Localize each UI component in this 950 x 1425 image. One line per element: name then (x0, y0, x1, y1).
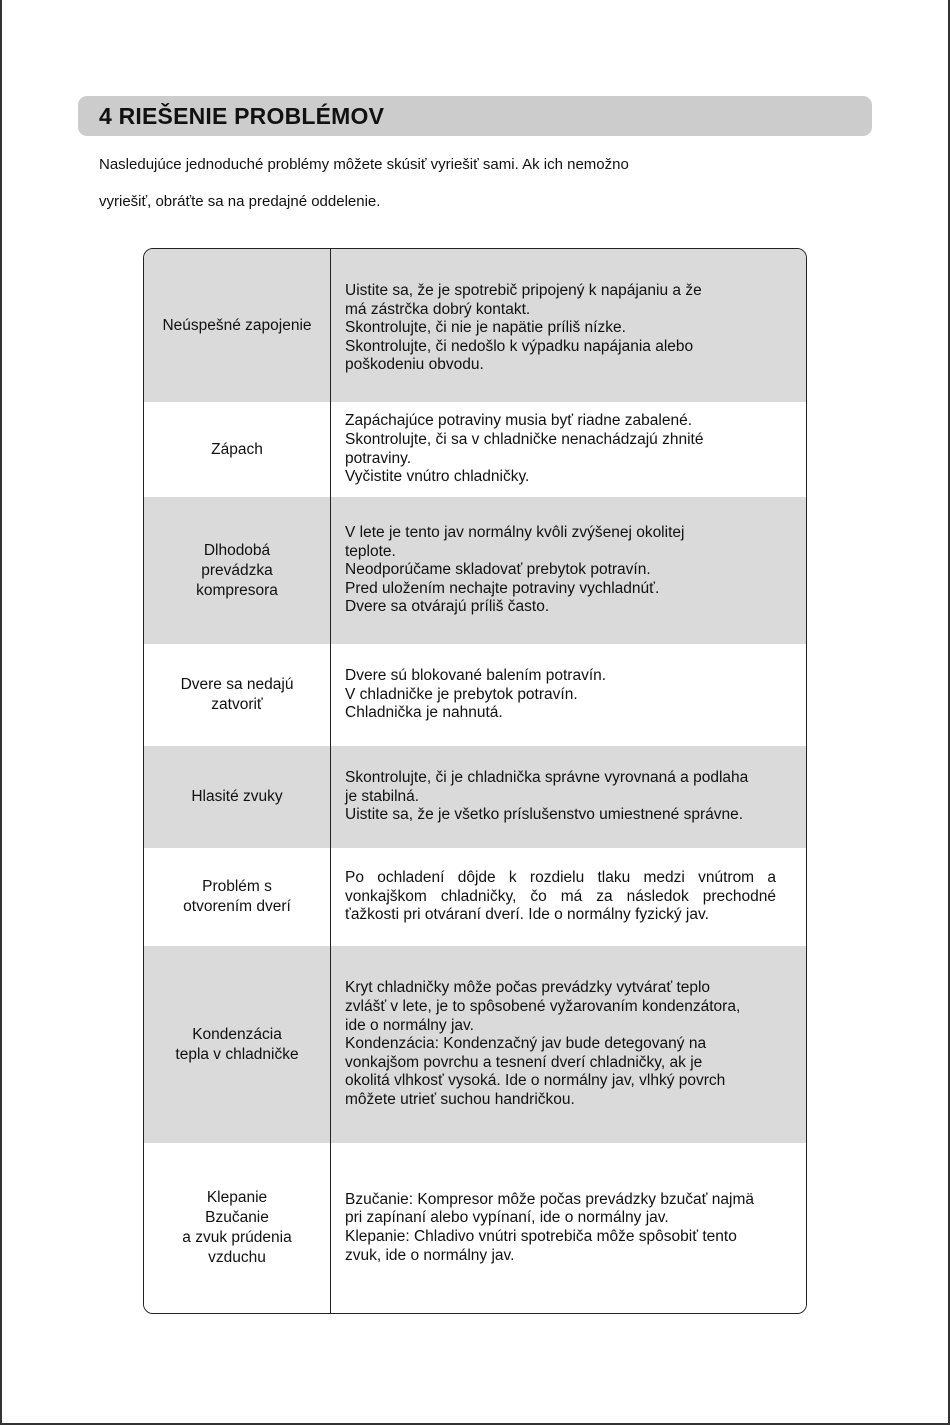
solution-cell (331, 946, 806, 1143)
solution-cell (331, 1143, 806, 1313)
table-row-condensation (144, 946, 806, 1143)
solution-text: Kryt chladničky môže počas prevádzky vytvárať teplo zvlášť v lete, je to spôsobené vyžarovaním kondenzátora, ide o normálny jav. Kondenzácia: Kondenzačný jav bude detegovaný na vonkajšom povrchu a tesnení dverí chladničky, ak je okolitá vlhkosť vysoká. Ide o normálny jav, vlhký povrch môžete utrieť suchou handričkou. (345, 979, 741, 1108)
problem-cell (144, 644, 331, 746)
solution-cell (331, 402, 806, 497)
solution-text: Dvere sú blokované balením potravín. V chladničke je prebytok potravín. Chladnička je nahnutá. (345, 667, 607, 722)
section-heading: 4 RIEŠENIE PROBLÉMOV (99, 102, 385, 129)
solution-text: Uistite sa, že je spotrebič pripojený k napájaniu a že má zástrčka dobrý kontakt. Skontrolujte, či nie je napätie príliš nízke. Skontrolujte, či nedošlo k výpadku napájania alebo poškodeniu obvodu. (345, 282, 702, 374)
table-row-odor (144, 402, 806, 497)
problem-label: Problém s otvorením dverí (183, 878, 291, 915)
intro-line-2: vyriešiť, obráťte sa na predajné oddelenie. (99, 193, 381, 210)
solution-cell (331, 746, 806, 848)
problem-label: Kondenzácia tepla v chladničke (175, 1025, 299, 1063)
intro-line-1: Nasledujúce jednoduché problémy môžete skúsiť vyriešiť sami. Ak ich nemožno (99, 156, 629, 173)
section-heading-bar (78, 96, 872, 136)
solution-text: Zapáchajúce potraviny musia byť riadne zabalené. Skontrolujte, či sa v chladničke nenachádzajú zhnité potraviny. Vyčistite vnútro chladničky. (345, 412, 704, 486)
intro-paragraph (99, 146, 859, 220)
problem-cell (144, 497, 331, 644)
solution-text: Bzučanie: Kompresor môže počas prevádzky bzučať najmä pri zapínaní alebo vypínaní, ide o normálny jav. Klepanie: Chladivo vnútri spotrebiča môže spôsobiť tento zvuk, ide o normálny jav. (345, 1190, 755, 1264)
problem-cell (144, 746, 331, 848)
problem-cell (144, 249, 331, 402)
solution-cell (331, 497, 806, 644)
problem-label: Zápach (211, 440, 263, 458)
solution-cell (331, 249, 806, 402)
troubleshooting-table (143, 248, 807, 1314)
problem-label: Dvere sa nedajú zatvoriť (180, 676, 294, 713)
table-row-compressor (144, 497, 806, 644)
solution-text: V lete je tento jav normálny kvôli zvýšenej okolitej teplote. Neodporúčame skladovať prebytok potravín. Pred uložením nechajte potraviny vychladnúť. Dvere sa otvárajú príliš často. (345, 524, 685, 616)
problem-label: Hlasité zvuky (191, 788, 283, 805)
solution-cell (331, 644, 806, 746)
page-border-left (0, 0, 2, 1425)
problem-cell (144, 946, 331, 1143)
problem-cell (144, 1143, 331, 1313)
table-row-door-closing (144, 644, 806, 746)
table-row-noise (144, 746, 806, 848)
solution-cell (331, 848, 806, 946)
problem-label: Klepanie Bzučanie a zvuk prúdenia vzduchu (182, 1189, 292, 1266)
solution-text: Po ochladení dôjde k rozdielu tlaku medzi vnútrom a vonkajškom chladničky, čo má za následok prechodné ťažkosti pri otváraní dverí. Ide o normálny fyzický jav. (345, 869, 776, 924)
problem-label: Dlhodobá prevádzka kompresora (196, 541, 278, 599)
table-row-door-opening (144, 848, 806, 946)
table-row-connection (144, 249, 806, 402)
problem-cell (144, 402, 331, 497)
problem-cell (144, 848, 331, 946)
solution-text: Skontrolujte, či je chladnička správne vyrovnaná a podlaha je stabilná. Uistite sa, že je všetko príslušenstvo umiestnené správne. (345, 769, 749, 824)
problem-label: Neúspešné zapojenie (162, 316, 312, 334)
table-row-sounds (144, 1143, 806, 1313)
